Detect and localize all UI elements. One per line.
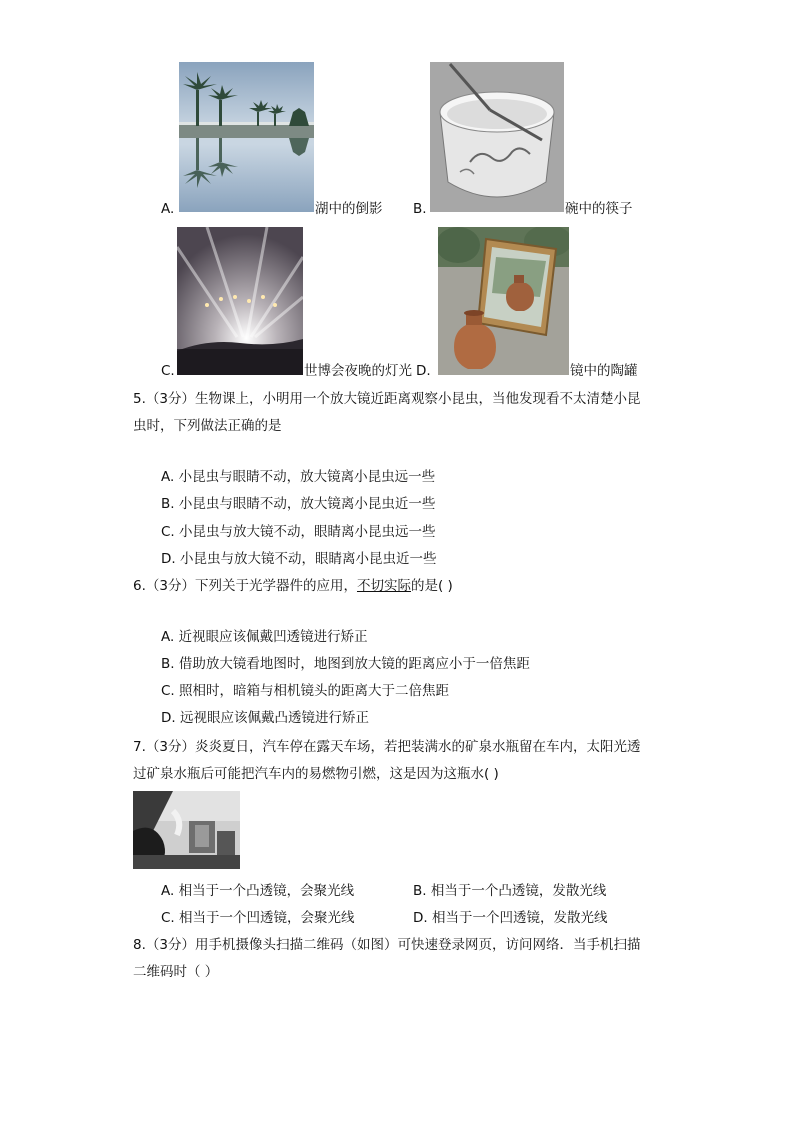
option-b-letter: B.	[413, 201, 427, 217]
q5-option-c[interactable]: C. 小昆虫与放大镜不动，眼睛离小昆虫远一些	[161, 524, 436, 540]
q5-stem-line1: 5.（3分）生物课上，小明用一个放大镜近距离观察小昆虫，当他发现看不太清楚小昆	[133, 391, 641, 407]
q7-option-a[interactable]: A. 相当于一个凸透镜，会聚光线	[161, 883, 355, 899]
q7-stem-line1: 7.（3分）炎炎夏日，汽车停在露天车场，若把装满水的矿泉水瓶留在车内，太阳光透	[133, 739, 641, 755]
option-d-letter: D.	[416, 363, 431, 379]
mirror-pot-image	[438, 227, 569, 375]
q6-option-a[interactable]: A. 近视眼应该佩戴凹透镜进行矫正	[161, 629, 368, 645]
q6-stem-underlined: 不切实际	[356, 578, 411, 594]
q7-option-d[interactable]: D. 相当于一个凹透镜，发散光线	[413, 910, 608, 926]
q8-stem-line1: 8.（3分）用手机摄像头扫描二维码（如图）可快速登录网页，访问网络．当手机扫描	[133, 937, 641, 953]
option-a-caption: 湖中的倒影	[315, 201, 383, 217]
q7-option-b[interactable]: B. 相当于一个凸透镜，发散光线	[413, 883, 607, 899]
q6-option-c[interactable]: C. 照相时，暗箱与相机镜头的距离大于二倍焦距	[161, 683, 450, 699]
option-c-caption: 世博会夜晚的灯光	[304, 363, 412, 379]
expo-night-lights-image	[177, 227, 303, 375]
option-a-letter: A.	[161, 201, 175, 217]
q7-stem-line2: 过矿泉水瓶后可能把汽车内的易燃物引燃，这是因为这瓶水( )	[133, 766, 499, 782]
lake-reflection-image	[179, 62, 314, 212]
q5-option-b[interactable]: B. 小昆虫与眼睛不动，放大镜离小昆虫近一些	[161, 496, 436, 512]
q8-stem-line2: 二维码时（ ）	[133, 964, 219, 980]
q5-option-d[interactable]: D. 小昆虫与放大镜不动，眼睛离小昆虫近一些	[161, 551, 437, 567]
option-c-letter: C.	[161, 363, 175, 379]
q6-stem-prefix: 6.（3分）下列关于光学器件的应用，	[133, 578, 357, 594]
q5-option-a[interactable]: A. 小昆虫与眼睛不动，放大镜离小昆虫远一些	[161, 469, 436, 485]
q6-stem-suffix: 的是( )	[410, 578, 453, 594]
option-d-caption: 镜中的陶罐	[570, 363, 638, 379]
q7-option-c[interactable]: C. 相当于一个凹透镜，会聚光线	[161, 910, 355, 926]
bowl-chopsticks-image	[430, 62, 564, 212]
car-fire-photo	[133, 791, 240, 869]
q6-option-d[interactable]: D. 远视眼应该佩戴凸透镜进行矫正	[161, 710, 369, 726]
q5-stem-line2: 虫时，下列做法正确的是	[133, 418, 282, 434]
option-b-caption: 碗中的筷子	[565, 201, 633, 217]
q6-stem	[133, 577, 453, 595]
q6-option-b[interactable]: B. 借助放大镜看地图时，地图到放大镜的距离应小于一倍焦距	[161, 656, 530, 672]
